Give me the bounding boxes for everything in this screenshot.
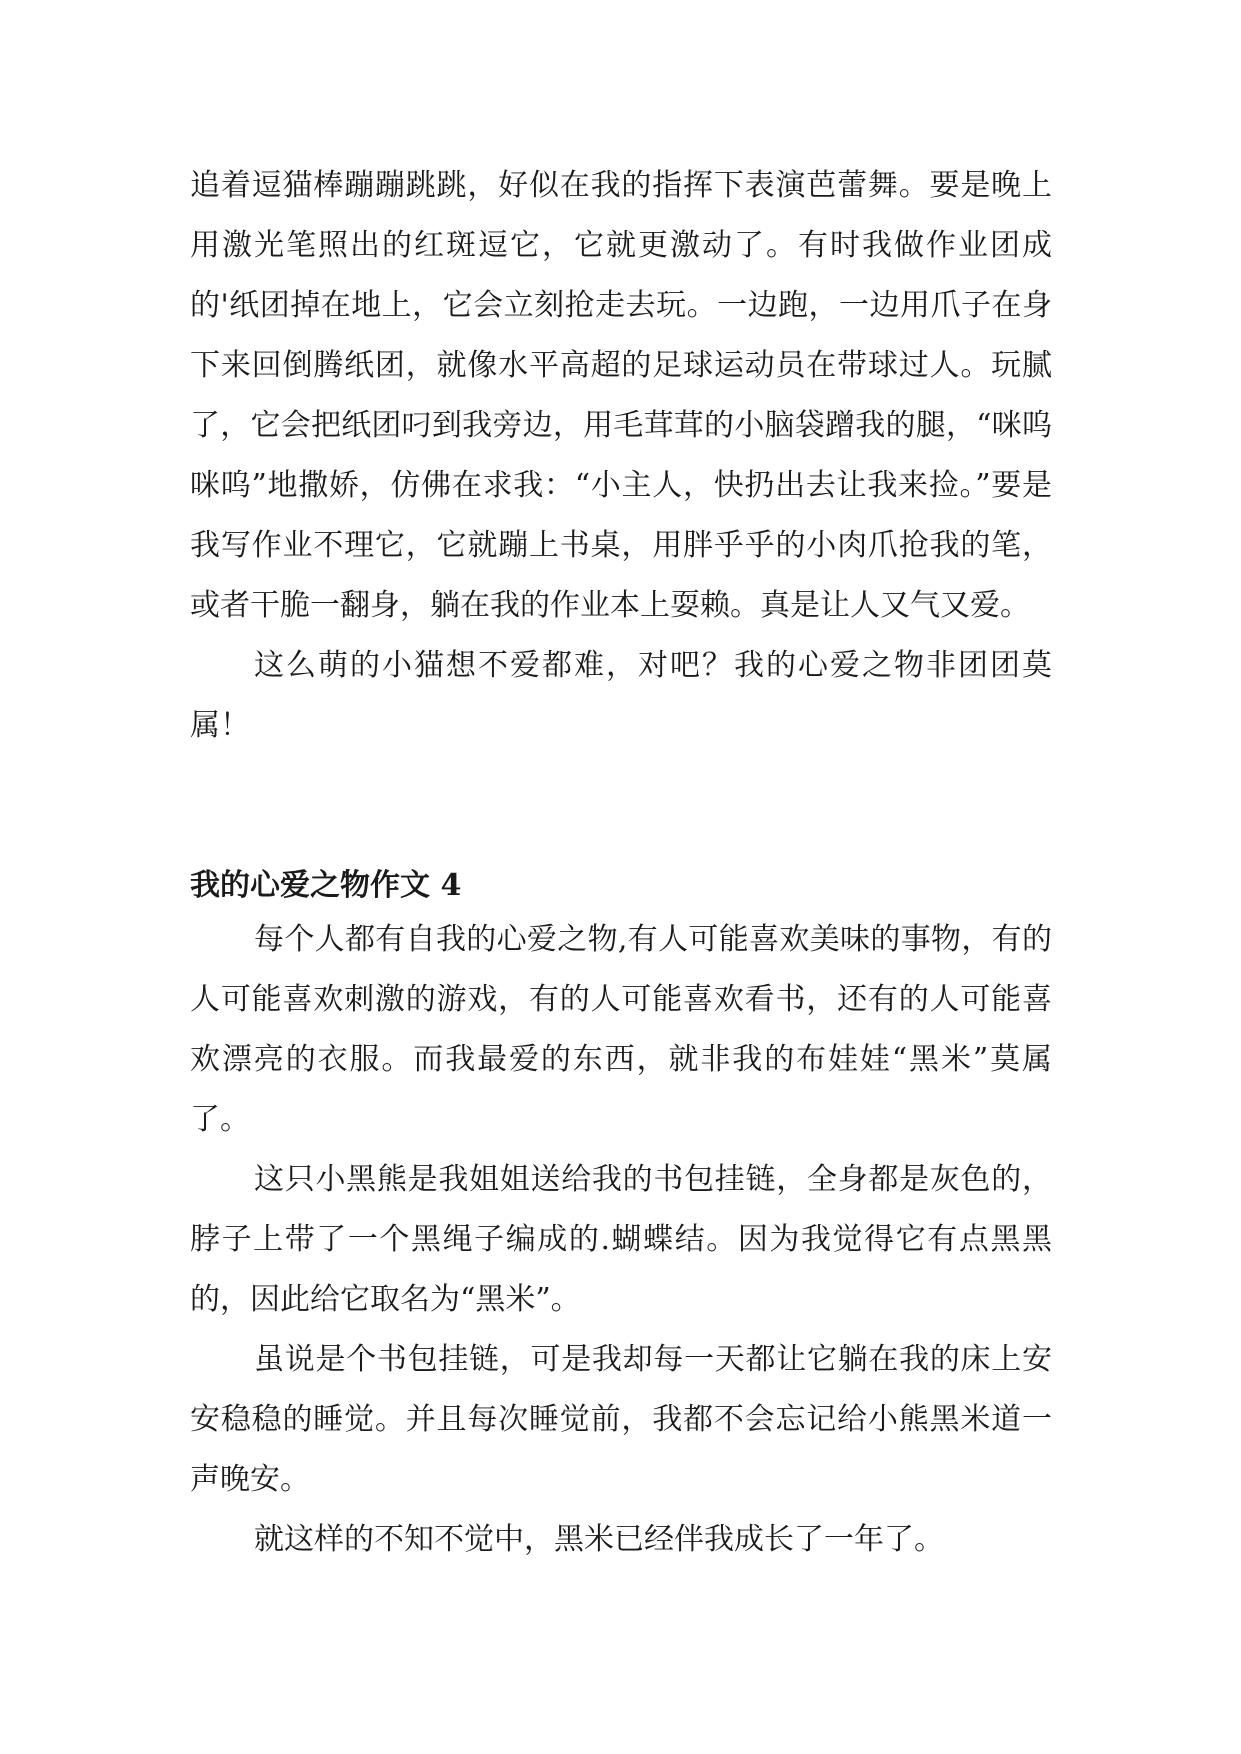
paragraph: 每个人都有自我的心爱之物,有人可能喜欢美味的事物，有的人可能喜欢刺激的游戏，有的人可能喜欢看书，还有的人可能喜欢漂亮的衣服。而我最爱的东西，就非我的布娃娃“黑米”莫属了。 bbox=[190, 922, 1052, 1137]
essay-heading-block bbox=[190, 856, 1052, 916]
paragraph: 虽说是个书包挂链，可是我却每一天都让它躺在我的床上安安稳稳的睡觉。并且每次睡觉前，我都不会忘记给小熊黑米道一声晚安。 bbox=[190, 1342, 1052, 1497]
paragraph: 追着逗猫棒蹦蹦跳跳，好似在我的指挥下表演芭蕾舞。要是晚上用激光笔照出的红斑逗它，它就更激动了。有时我做作业团成的'纸团掉在地上，它会立刻抢走去玩。一边跑，一边用爪子在身下来回倒腾纸团，就像水平高超的足球运动员在带球过人。玩腻了，它会把纸团叼到我旁边，用毛茸茸的小脑袋蹭我的腿，“咪呜咪呜”地撒娇，仿佛在求我：“小主人，快扔出去让我来捡。”要是我写作业不理它，它就蹦上书桌，用胖乎乎的小肉爪抢我的笔，或者干脆一翻身，躺在我的作业本上耍赖。真是让人又气又爱。 bbox=[190, 168, 1052, 623]
paragraph: 这么萌的小猫想不爱都难，对吧？我的心爱之物非团团莫属！ bbox=[190, 648, 1052, 743]
paragraph: 就这样的不知不觉中，黑米已经伴我成长了一年了。 bbox=[254, 1522, 944, 1557]
continued-text bbox=[190, 156, 1052, 756]
paragraph: 这只小黑熊是我姐姐送给我的书包挂链，全身都是灰色的，脖子上带了一个黑绳子编成的.蝴蝶结。因为我觉得它有点黑黑的，因此给它取名为“黑米”。 bbox=[190, 1162, 1052, 1317]
essay-title: 我的心爱之物作文 4 bbox=[190, 868, 462, 903]
essay-body bbox=[190, 910, 1052, 1570]
